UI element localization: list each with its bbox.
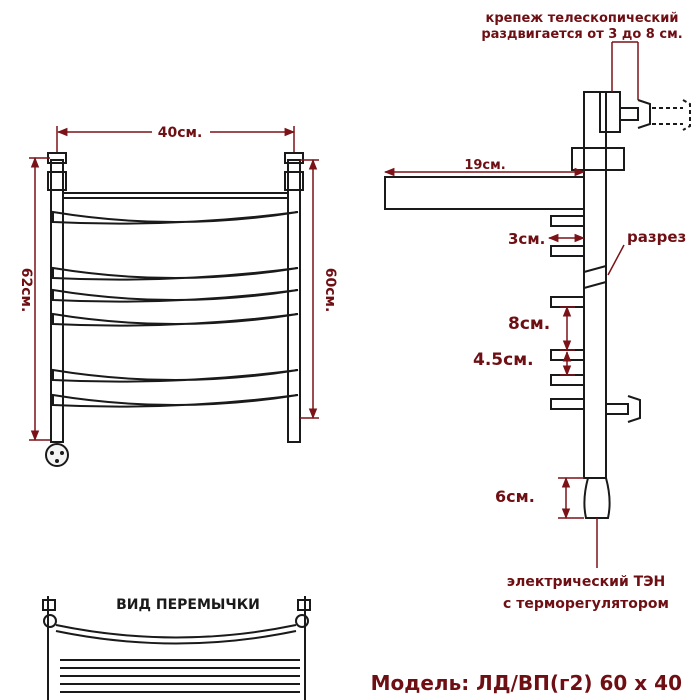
rung-5 [53,370,298,382]
front-width-label: 40см. [157,125,203,141]
spacing-3cm-label: 3см. [508,230,546,248]
spacing-8cm-label: 8см. [508,314,551,334]
mount-note-line1: крепеж телескопический [485,11,679,26]
telescopic-mount [620,108,638,120]
rung-6 [53,395,298,407]
rung-stub [551,246,584,256]
rung-3 [53,290,298,302]
model-label: Модель: ЛД/ВП(г2) 60 х 40 [370,671,682,695]
spacing-45cm-label: 4.5см. [473,350,534,370]
rung-stub [551,216,584,226]
lower-mount [606,404,628,414]
front-height-right-label: 60см. [322,267,338,313]
mount-note-line2: раздвигается от 3 до 8 см. [481,27,683,42]
right-upright [288,160,300,442]
front-view [46,153,303,466]
section-break [584,266,606,288]
side-collar [572,148,624,170]
side-view [385,92,690,518]
crossbar-right-knob [296,615,308,627]
crossbar-view-label: ВИД ПЕРЕМЫЧКИ [116,597,260,613]
section-label: разрез [627,228,687,246]
rung-1 [53,212,298,224]
rung-stub [551,375,584,385]
front-height-left-label: 62см. [18,267,34,313]
rung-4 [53,314,298,326]
electric-heater [584,478,609,518]
side-depth-label: 19см. [464,158,506,173]
rung-stub [551,399,584,409]
crossbar-curve [56,625,296,638]
heater-label-line1: электрический ТЭН [506,574,666,590]
heater-label-line2: с терморегулятором [503,596,669,612]
rung-stub [551,297,584,307]
heater-height-label: 6см. [495,487,535,506]
crossbar-left-knob [44,615,56,627]
side-shelf [385,177,584,209]
rung-2 [53,268,298,280]
